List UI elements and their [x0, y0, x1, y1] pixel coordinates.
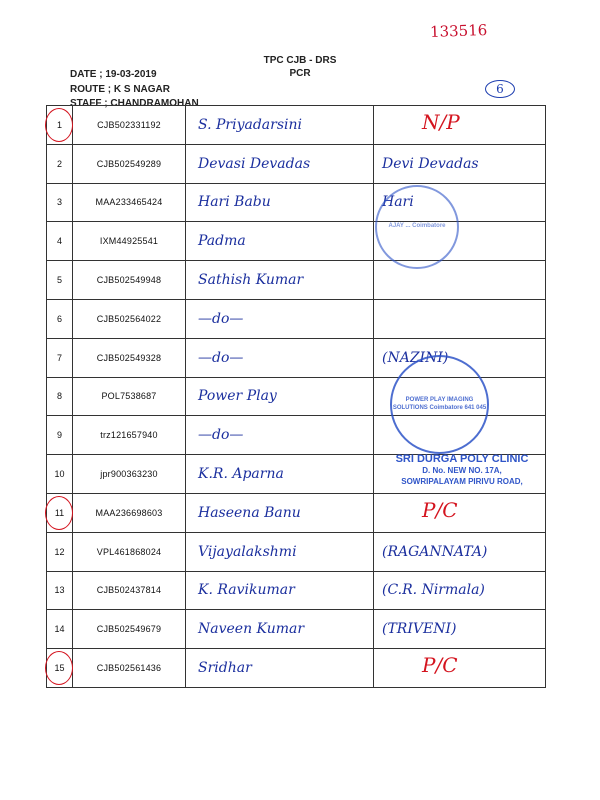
- recipient-name: —do—: [186, 416, 374, 455]
- signature-text: Devi Devadas: [382, 155, 479, 172]
- signature-text: [374, 505, 382, 521]
- row-number: 2: [47, 144, 73, 183]
- table-row: [47, 532, 546, 571]
- tracking-code: CJB502549289: [73, 144, 186, 183]
- tracking-code: CJB502564022: [73, 299, 186, 338]
- signature-text: (TRIVENI): [382, 621, 457, 638]
- round-stamp-1: AJAY ... Coimbatore: [375, 185, 459, 269]
- reference-number: 133516: [429, 21, 488, 41]
- signature-text: (RAGANNATA): [382, 543, 488, 560]
- row-number: 15: [47, 649, 73, 688]
- recipient-name: Sathish Kumar: [186, 261, 374, 300]
- row-number: 4: [47, 222, 73, 261]
- page-count-circle: 6: [485, 80, 515, 98]
- signature-cell: [374, 261, 546, 300]
- recipient-name: S. Priyadarsini: [186, 106, 374, 145]
- recipient-name: Power Play: [186, 377, 374, 416]
- status-mark: P/C: [422, 497, 458, 522]
- table-row: [47, 493, 546, 532]
- table-row: [47, 571, 546, 610]
- table-row: [47, 183, 546, 222]
- signature-text: (NAZINI): [382, 349, 449, 366]
- document-title: TPC CJB - DRS: [263, 55, 337, 66]
- table-row: [47, 261, 546, 300]
- table-row: [47, 144, 546, 183]
- signature-cell: [374, 571, 546, 610]
- row-number: 3: [47, 183, 73, 222]
- signature-text: [374, 427, 382, 443]
- signature-text: [374, 117, 382, 133]
- row-number: 14: [47, 610, 73, 649]
- signature-cell: [374, 299, 546, 338]
- table-row: [47, 299, 546, 338]
- clinic-address-line2: SOWRIPALAYAM PIRIVU ROAD,: [401, 476, 523, 486]
- tracking-code: CJB502331192: [73, 106, 186, 145]
- tracking-code: VPL461868024: [73, 532, 186, 571]
- signature-text: (C.R. Nirmala): [382, 582, 485, 599]
- signature-text: Hari: [382, 194, 414, 211]
- signature-cell: [374, 532, 546, 571]
- table-row: [47, 610, 546, 649]
- tracking-code: CJB502549948: [73, 261, 186, 300]
- row-number: 7: [47, 338, 73, 377]
- signature-cell: [374, 493, 546, 532]
- clinic-stamp: [382, 452, 542, 492]
- tracking-code: trz121657940: [73, 416, 186, 455]
- route-value: K S NAGAR: [113, 84, 171, 95]
- tracking-code: POL7538687: [73, 377, 186, 416]
- document-subtitle: PCR: [289, 68, 311, 79]
- red-circle-mark: [45, 108, 73, 142]
- recipient-name: Vijayalakshmi: [186, 532, 374, 571]
- signature-text: [374, 388, 382, 404]
- recipient-name: K.R. Aparna: [186, 455, 374, 494]
- tracking-code: MAA236698603: [73, 493, 186, 532]
- table-row: [47, 106, 546, 145]
- status-mark: P/C: [422, 653, 458, 678]
- tracking-code: CJB502561436: [73, 649, 186, 688]
- status-mark: N/P: [422, 110, 460, 134]
- tracking-code: CJB502437814: [73, 571, 186, 610]
- table-row: [47, 649, 546, 688]
- clinic-name: SRI DURGA POLY CLINIC: [395, 453, 529, 465]
- recipient-name: —do—: [186, 299, 374, 338]
- red-circle-mark: [45, 496, 73, 530]
- signature-text: [374, 466, 382, 482]
- row-number: 12: [47, 532, 73, 571]
- route-line: ROUTE ; K S NAGAR: [70, 84, 171, 95]
- staff-value: CHANDRAMOHAN: [110, 98, 199, 109]
- signature-cell: [374, 610, 546, 649]
- recipient-name: Sridhar: [186, 649, 374, 688]
- row-number: 11: [47, 493, 73, 532]
- staff-line: STAFF ; CHANDRAMOHAN: [70, 98, 199, 109]
- row-number: 8: [47, 377, 73, 416]
- red-circle-mark: [45, 651, 73, 685]
- tracking-code: CJB502549328: [73, 338, 186, 377]
- table-row: [47, 222, 546, 261]
- row-number: 9: [47, 416, 73, 455]
- date-label: DATE: [70, 69, 97, 80]
- signature-cell: [374, 106, 546, 145]
- signature-text: [374, 660, 382, 676]
- signature-cell: [374, 144, 546, 183]
- route-label: ROUTE: [70, 84, 105, 95]
- recipient-name: Haseena Banu: [186, 493, 374, 532]
- recipient-name: K. Ravikumar: [186, 571, 374, 610]
- signature-text: [374, 311, 382, 327]
- staff-label: STAFF: [70, 98, 102, 109]
- tracking-code: MAA233465424: [73, 183, 186, 222]
- recipient-name: Devasi Devadas: [186, 144, 374, 183]
- row-number: 5: [47, 261, 73, 300]
- signature-text: [374, 272, 382, 288]
- date-line: DATE ; 19-03-2019: [70, 69, 157, 80]
- tracking-code: IXM44925541: [73, 222, 186, 261]
- power-play-stamp: POWER PLAY IMAGING SOLUTIONS Coimbatore 641 045: [390, 355, 489, 454]
- row-number: 1: [47, 106, 73, 145]
- row-number: 13: [47, 571, 73, 610]
- row-number: 6: [47, 299, 73, 338]
- recipient-name: —do—: [186, 338, 374, 377]
- tracking-code: CJB502549679: [73, 610, 186, 649]
- recipient-name: Naveen Kumar: [186, 610, 374, 649]
- date-value: 19-03-2019: [105, 69, 157, 80]
- clinic-address-line1: D. No. NEW NO. 17A,: [422, 466, 502, 476]
- row-number: 10: [47, 455, 73, 494]
- recipient-name: Padma: [186, 222, 374, 261]
- recipient-name: Hari Babu: [186, 183, 374, 222]
- signature-cell: [374, 649, 546, 688]
- tracking-code: jpr900363230: [73, 455, 186, 494]
